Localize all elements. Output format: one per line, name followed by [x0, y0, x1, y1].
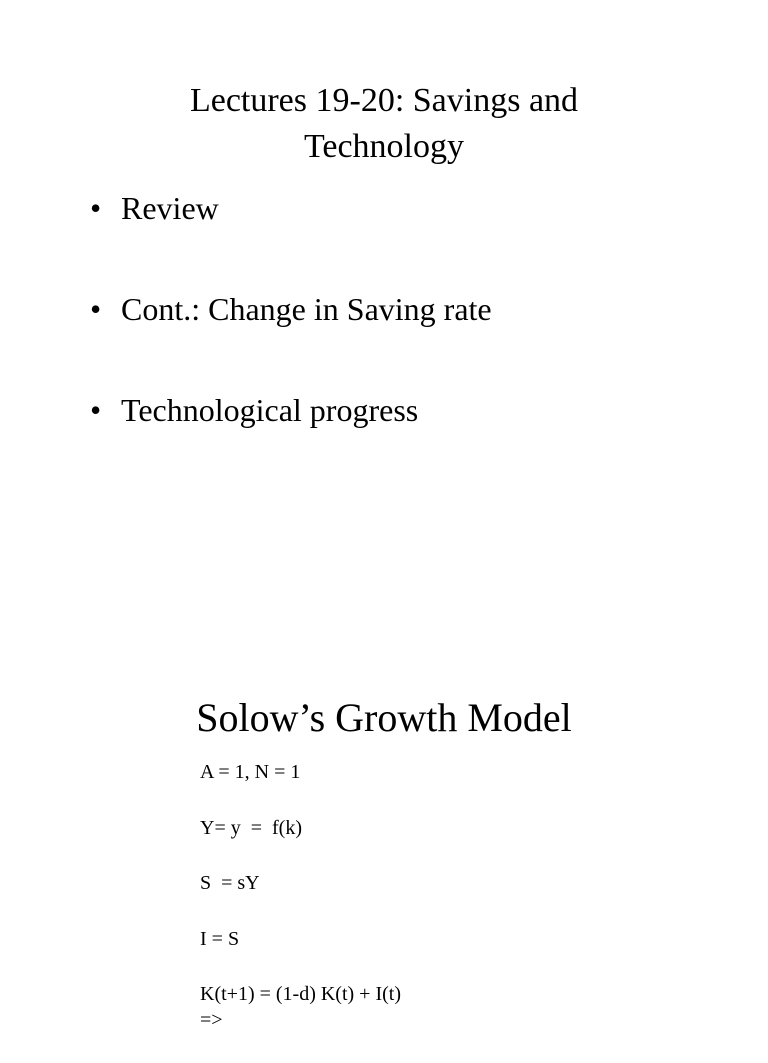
bullet-item-review — [90, 184, 492, 232]
bullet-list — [90, 184, 492, 487]
slide-solow-model — [0, 512, 768, 1031]
bullet-icon: • — [90, 291, 102, 327]
slide-lectures-overview — [0, 0, 768, 512]
title-line-2: Technology — [303, 128, 465, 165]
bullet-text: Cont.: Change in Saving rate — [121, 291, 492, 327]
slide-title — [0, 78, 768, 170]
slide-title: Solow’s Growth Model — [196, 695, 572, 740]
bullet-icon: • — [90, 392, 102, 428]
equation-list — [200, 759, 401, 1063]
equation-line: A = 1, N = 1 — [200, 761, 301, 783]
equation-line: I = S — [200, 927, 240, 950]
bullet-text: Review — [121, 190, 219, 226]
bullet-item-saving-rate — [90, 285, 492, 333]
title-line-1: Lectures 19-20: Savings and — [189, 82, 579, 119]
equation-line: S = sY — [200, 872, 260, 894]
bullet-icon: • — [90, 190, 102, 226]
bullet-text: Technological progress — [121, 392, 419, 428]
equation-line: => — [200, 1009, 223, 1031]
equation-line: Y= y = f(k) — [200, 816, 302, 839]
bullet-item-technological-progress — [90, 386, 492, 434]
equation-line: K(t+1) = (1-d) K(t) + I(t) — [200, 983, 401, 1005]
